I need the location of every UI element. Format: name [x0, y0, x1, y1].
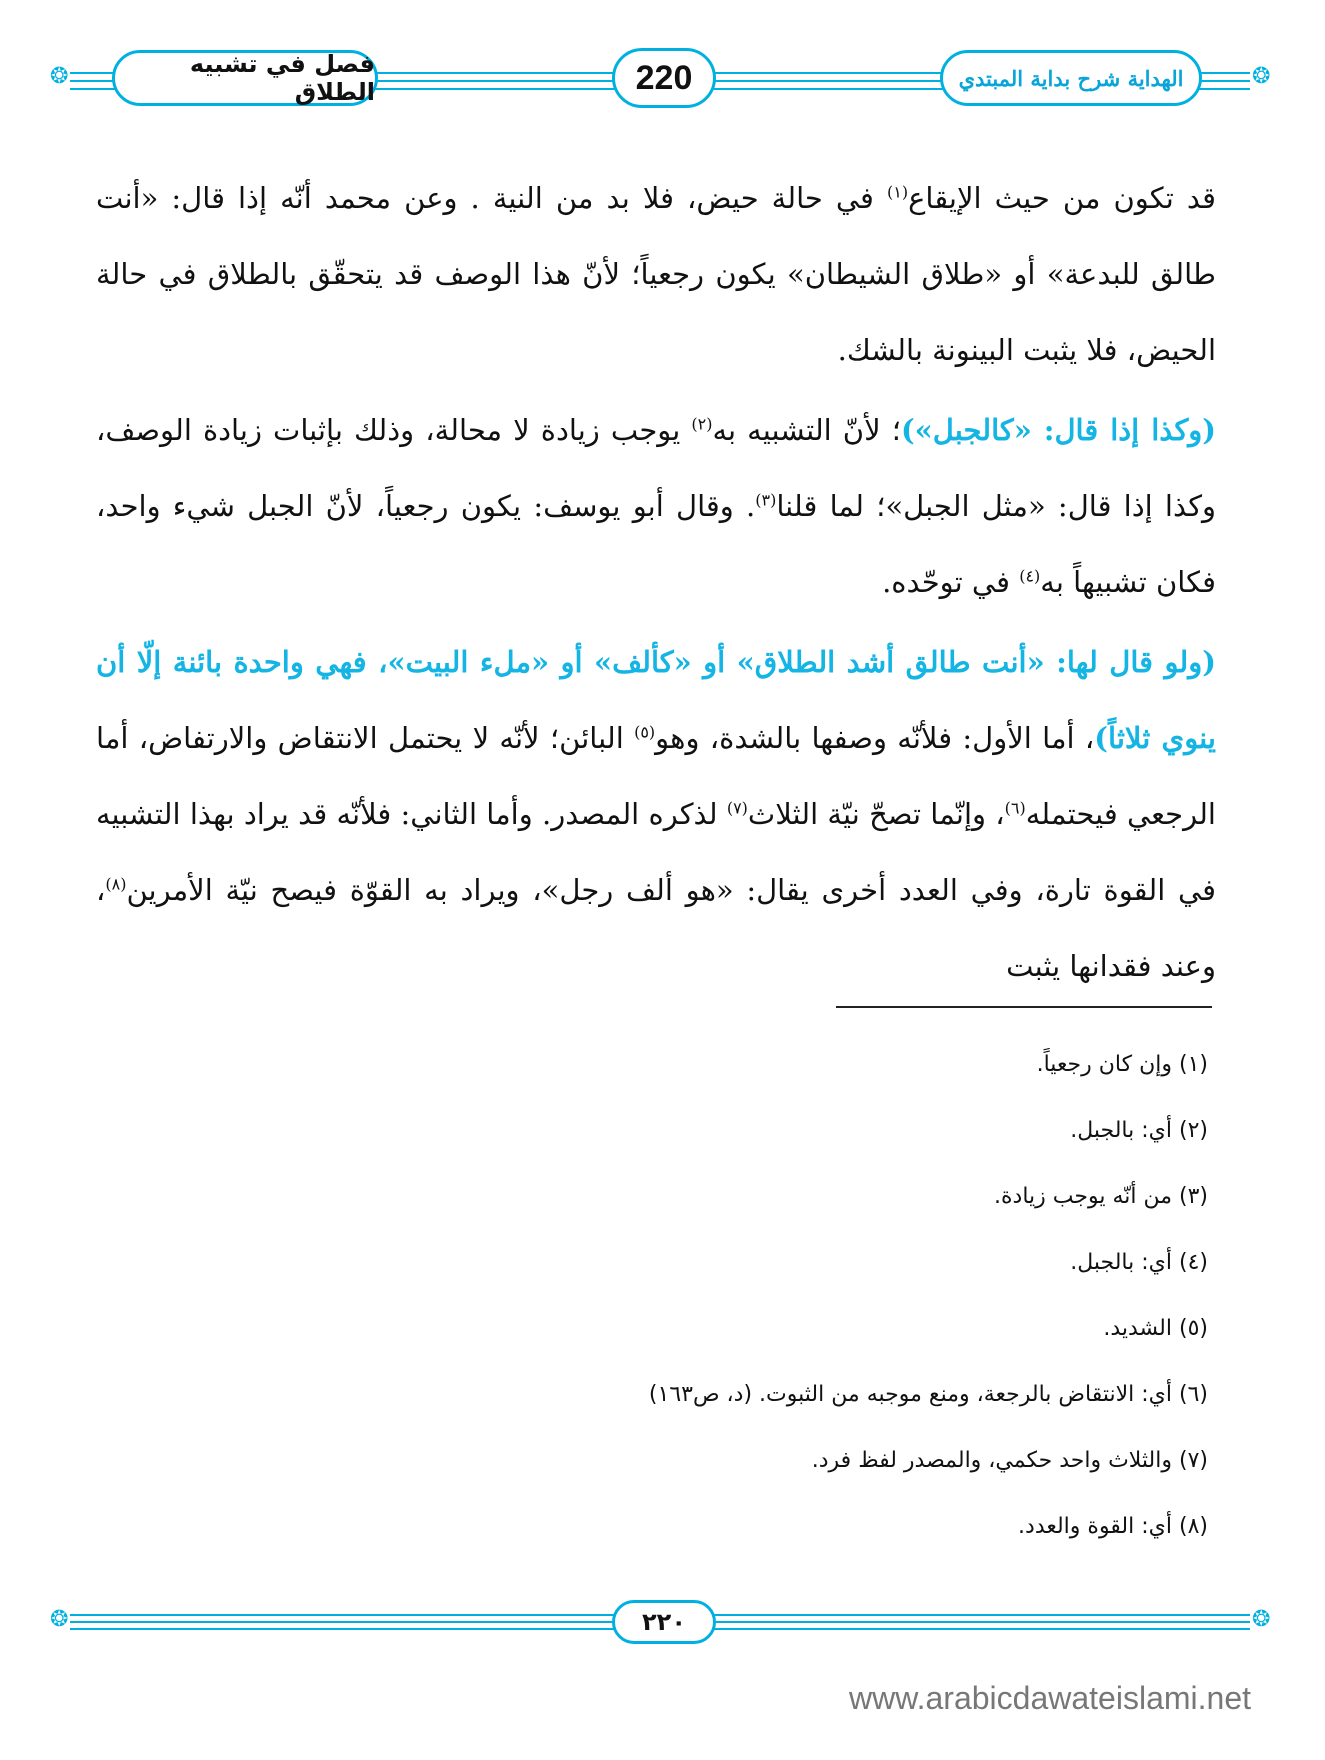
footnote: (٤) أي: بالجبل. — [1070, 1250, 1208, 1275]
text-run: يوجب زيادة لا محالة، وذلك بإثبات زيادة الوصف، وكذا إذا قال: «مثل الجبل»؛ لما قلنا — [96, 413, 1217, 523]
ornament-icon: ❂ — [1252, 1607, 1271, 1632]
text-run: . وقال أبو يوسف: يكون رجعياً، لأنّ الجبل شيء واحد، فكان تشبيهاً به — [96, 489, 1216, 599]
website-url[interactable]: www.arabicdawateislami.net — [849, 1680, 1251, 1716]
page-number-top: 220 — [612, 48, 716, 108]
footnote-ref[interactable]: (٤) — [1019, 566, 1041, 586]
footnote-ref[interactable]: (٣) — [755, 490, 777, 510]
footnotes — [96, 1050, 1208, 1578]
footnote-ref[interactable]: (٨) — [105, 874, 127, 894]
book-title: الهداية شرح بداية المبتدي — [940, 50, 1202, 106]
footnote-divider — [836, 1006, 1212, 1008]
ornament-icon: ❂ — [50, 1607, 69, 1632]
paragraph — [96, 392, 1216, 620]
footnote: (٨) أي: القوة والعدد. — [1018, 1514, 1208, 1539]
matn-text: (وكذا إذا قال: «كالجبل») — [900, 413, 1216, 447]
paragraph — [96, 624, 1216, 1004]
footnote: (١) وإن كان رجعياً. — [1036, 1052, 1208, 1077]
chapter-title: فصل في تشبيه الطلاق — [112, 50, 378, 106]
ornament-icon: ❂ — [1252, 64, 1271, 89]
main-text — [96, 160, 1216, 1004]
page-number-bottom: ٢٢٠ — [612, 1600, 716, 1644]
matn-text: (ولو قال لها: «أنت طالق أشد الطلاق» أو «كألف» أو «ملء البيت»، فهي واحدة بائنة إلّا أن ينوي ثلاثاً) — [96, 645, 1217, 755]
text-run: قد تكون من حيث الإيقاع — [908, 181, 1216, 215]
footnote-ref[interactable]: (٢) — [691, 414, 713, 434]
text-run: في توحّده. — [882, 565, 1020, 599]
footnote: (٧) والثلاث واحد حكمي، والمصدر لفظ فرد. — [811, 1448, 1208, 1473]
footnote: (٢) أي: بالجبل. — [1070, 1118, 1208, 1143]
footnote-ref[interactable]: (٥) — [634, 722, 656, 742]
ornament-icon: ❂ — [50, 64, 69, 89]
text-run: ، وعند فقدانها يثبت — [96, 873, 1216, 983]
footnote-ref[interactable]: (٦) — [1004, 798, 1026, 818]
text-run: ، أما الأول: فلأنّه وصفها بالشدة، وهو — [655, 721, 1095, 755]
paragraph — [96, 160, 1216, 388]
text-run: لذكره المصدر. وأما الثاني: فلأنّه قد يراد بهذا التشبيه في القوة تارة، وفي العدد أخرى يقال: «هو ألف رجل»، ويراد به القوّة فيصح نيّة الأمرين — [96, 797, 1216, 907]
text-run: في حالة حيض، فلا بد من النية . وعن محمد أنّه إذا قال: «أنت طالق للبدعة» أو «طلاق الشيطان» يكون رجعياً؛ لأنّ هذا الوصف قد يتحقّق بالطلاق في حالة الحيض، فلا يثبت البينونة بالشك. — [96, 181, 1216, 367]
footnote: (٥) الشديد. — [1103, 1316, 1208, 1341]
footnote-ref[interactable]: (١) — [886, 182, 909, 202]
footnote: (٣) من أنّه يوجب زيادة. — [994, 1184, 1208, 1209]
footnote-ref[interactable]: (٧) — [726, 798, 748, 818]
text-run: البائن؛ لأنّه لا يحتمل الانتقاض والارتفاض، أما الرجعي فيحتمله — [96, 721, 1216, 831]
text-run: ، وإنّما تصحّ نيّة الثلاث — [747, 797, 1005, 831]
footnote: (٦) أي: الانتقاض بالرجعة، ومنع موجبه من الثبوت. (د، ص١٦٣) — [648, 1382, 1208, 1407]
text-run: ؛ لأنّ التشبيه به — [712, 413, 901, 447]
